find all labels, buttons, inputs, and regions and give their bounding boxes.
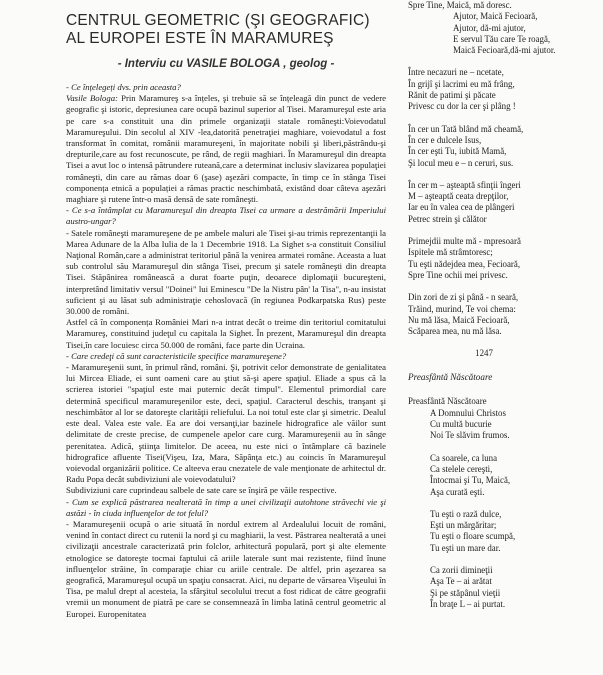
- poem-stanza: [408, 292, 600, 337]
- article-column: [66, 4, 386, 675]
- article-body: [66, 82, 386, 620]
- poem-line: Trăind, murind, Te voi chema:: [408, 303, 516, 314]
- poem-line: În grijî şi lacrimi eu mă frâng,: [408, 78, 515, 89]
- poem-line: Tu eşti un mare dar.: [430, 542, 501, 553]
- interview-answer: [66, 93, 386, 205]
- poem-line: Eşti un mărgăritar;: [430, 520, 497, 531]
- interview-answer: [66, 519, 386, 620]
- poem-line: Cu multă bucurie: [430, 419, 492, 430]
- article-subtitle: - Interviu cu VASILE BOLOGA , geolog -: [117, 58, 335, 70]
- poem-line: M – aşteaptă ceata drepţilor,: [408, 191, 509, 202]
- poem-line: Între necazuri ne – ncetate,: [408, 67, 504, 78]
- poem-line: Ca zorii dimineţii: [430, 564, 493, 575]
- poem-line: Întocmai şi Tu, Maică,: [430, 475, 511, 486]
- poem-line: Şi locul meu e – n ceruri, sus.: [408, 157, 514, 168]
- poem-line: Ca soarele, ca luna: [430, 452, 498, 463]
- poem-line: Rănit de patimi şi păcate: [408, 90, 496, 101]
- poem-line: Aşa Te – ai arătat: [430, 576, 492, 587]
- poem-line: Preasfântă Născătoare: [408, 396, 487, 407]
- poem-line: Noi Te slăvim frumos.: [430, 430, 510, 441]
- interview-question: - Cum se explică păstrarea nealterată în timp a unei civilizaţii autohtone străvechi vie şi astăzi - în ciuda influenţelor de tot felul?: [66, 496, 386, 518]
- poem-line: Iar eu în valea cea de plângeri: [408, 202, 515, 213]
- poem-line: Tu eşti nădejdea mea, Fecioară,: [408, 258, 521, 269]
- poem-stanza: [408, 565, 600, 610]
- poem-line: Scăparea mea, nu mă lăsa.: [408, 326, 502, 337]
- hymn-title: Preasfântă Născătoare: [408, 372, 493, 383]
- poem-stanza: [408, 509, 600, 554]
- poem-second: [408, 396, 600, 610]
- poem-line: Spre Tine, Maică, mă doresc.: [408, 0, 512, 10]
- poem-line: Ca stelele cereşti,: [430, 463, 493, 474]
- poem-stanza: [408, 124, 600, 169]
- poem-first: [408, 0, 600, 337]
- poem-line: Privesc cu dor la cer şi plâng !: [408, 101, 516, 112]
- poem-line: Din zori de zi şi până - n seară,: [408, 292, 519, 303]
- poem-stanza: [408, 180, 600, 225]
- poem-line: În cer eşti Tu, iubită Mamă,: [408, 146, 507, 157]
- poem-line: În cer m – aşteaptă sfinţii îngeri: [408, 179, 521, 190]
- answer-text: - Satele româneşti maramureşene de pe ambele maluri ale Tisei şi-au trimis reprezentanţii la Marea Adunare de la Alba Iulia de la 1 Decembrie 1918. La Sighet s-a constituit Consiliul Naţional Român,care a administrat teritoriul până la venirea armatei române. Aceasta a luat sub controlul său Maramureşul din stânga Tisei, precum şi satele româneşti din dreapta Tisei. Stăpânirea românească a durat foarte puţin, deoarece diplomaţii bucureşteni, interpretând limitativ versul "Doinei" lui Eminescu "De la Nistru pân' la Tisa", n-au insistat suficient şi au lăsat sub administraţie cehoslovacă (în regiunea Podkarpatska Rus) peste 30.000 de români.: [66, 227, 386, 317]
- poem-line: Şi pe stăpânul vieţii: [430, 587, 501, 598]
- poem-line: Primejdii multe mă - mpresoară: [408, 236, 521, 247]
- poem-stanza: [408, 67, 600, 112]
- hymn-number: 1247: [475, 348, 493, 359]
- poem-stanza: [408, 236, 600, 281]
- interview-question: - Care credeţi că sunt caracteristicile specifice maramureşene?: [66, 350, 287, 361]
- interview-answer: [66, 317, 386, 351]
- answer-text: Astfel că în componența României Mari n-a intrat decât o treime din teritoriul comitatului Maramureş, constituind judeţul cu capitala la Sighet. În prezent, Maramureşul din dreapta Tisei,în care locuiesc circa 50.000 de români, face parte din Ucraina.: [66, 317, 386, 350]
- interview-answer: [66, 485, 386, 496]
- interview-answer: [66, 228, 386, 318]
- poem-line: Aşa curată eşti.: [430, 486, 485, 497]
- poem-line: În cer un Tată blând mă cheamă,: [408, 123, 524, 134]
- poem-column: [408, 0, 600, 675]
- poem-line: Petrec strein şi călător: [408, 213, 487, 224]
- poem-line: A Domnului Christos: [430, 407, 506, 418]
- interview-question: - Ce s-a întâmplat cu Maramureşul din dreapta Tisei ca urmare a destrămării Imperiului austro-ungar?: [66, 205, 386, 227]
- poem-line: E servul Tău care Te roagă,: [453, 33, 551, 44]
- poem-line: Maică Fecioară,dă-mi ajutor.: [453, 45, 556, 56]
- answer-text: - Maramureşenii sunt, în primul rând, români. Şi, potrivit celor demonstrate de genialitatea lui Mircea Eliade, ei sunt oameni care au ştiut să-şi apere spaţiul. Eliade a spus că la scrierea istoriei "spaţiul este mai puternic decât timpul". Elementul primordial care determină specificul maramureşenilor este, deci, spaţiul. Caracterul deschis, tranşant şi neschimbător al lor se datoreşte clarităţii reliefului. La noi totul este clar şi simetric. Dealul este deal. Valea este vale. Ea are doi versanţi,iar bazinele hidrografice ale văilor sunt delimitate de creste precise, de cumpenele apelor care curg. Maramureşenii au în sânge perenitatea. Adică, ştiinţa limitelor. De aceea, nu este nici o întâmplare că bazinele hidrografice afluente Tisei(Vişeu, Iza, Mara, Săpânţa etc.) au coincis în Maramureşul voievodal organizării politice. Ce alteeva erau cnezatele de vale menţionate de arhitectul dr. Radu Popa decât subdiviziuni ale voievodatului?: [66, 362, 386, 485]
- poem-line: În braţe L – ai purtat.: [430, 598, 506, 609]
- poem-line: Ajutor, dă-mi ajutor,: [453, 22, 526, 33]
- answer-text: Subdiviziuni care cuprindeau salbele de sate care se înşiră pe văile respective.: [66, 485, 337, 496]
- article-title: CENTRUL GEOMETRIC (ŞI GEOGRAFIC) AL EUROPEI ESTE ÎN MARAMUREŞ: [66, 12, 370, 47]
- poem-line: Ajutor, Maică Fecioară,: [453, 11, 538, 22]
- poem-stanza: [408, 0, 600, 56]
- poem-stanza: [408, 396, 600, 441]
- interview-question: - Ce înțelegeți dvs. prin aceasta?: [66, 82, 181, 92]
- interview-answer: [66, 362, 386, 485]
- answer-text: Prin Maramureş s-a înțeles, şi trebuie să se înțeleagă din punct de vedere geografic şi istoric, depresiunea care ocupă bazinul superior al Tisei. Maramureşul este aria pe care s-a constituit una din primele organizaţii statale româneşti:Voievodatul Maramureşului. Din secolul al XIV -lea,datorită penetraţiei maghiare, voievodatul a fost transformat în comitat, românii maramureşeni, în majoritate nobili şi liberi,păstrându-şi drepturile,care au fost recunoscute, pe rând, de regii maghiari. În Maramureşul din dreapta Tisei a avut loc o intensă pătrundere ruteană,care a determinat inclusiv slavizarea populaţiei româneşti, din care au rămas doar 6 (şase) aşezări compacte, în timp ce în stânga Tisei componența etnică a populației a rămas practic neschimbată, existând doar câteva aşezări maghiare şi rutene într-o masă densă de sate româneşti.: [66, 93, 386, 205]
- speaker-name: Vasile Bologa:: [66, 93, 118, 104]
- poem-line: Ispitele mă strâmtoresc;: [408, 247, 493, 258]
- poem-line: Nu mă lăsa, Maică Fecioară,: [408, 314, 510, 325]
- poem-line: Tu eşti o floare scumpă,: [430, 531, 516, 542]
- poem-stanza: [408, 453, 600, 498]
- poem-line: În cer e dulcele Isus,: [408, 134, 482, 145]
- poem-line: Tu eşti o rază dulce,: [430, 508, 502, 519]
- answer-text: - Maramureşenii ocupă o arie situată în nordul extrem al Ardealului locuit de români, venind în contact direct cu rutenii la nord şi cu maghiarii, la vest. Păstrarea nealterată a unei civilizaţii ancestrale caracterizată prin folclor, arhitectură populară, port şi alte elemente etnologice se datoreşte tocmai faptului că ariile laterale sunt mai rezistente, fiind înune influenţelor străine, în comparaţie chiar cu ariile centrale. De altfel, prin aşezarea sa geografică, Maramureşul ocupă un spaţiu consacrat. Aici, nu departe de vărsarea Vişeului în Tisa, pe malul drept al acesteia, la sfârşitul secolului trecut a fost ridicat de către geografii vremii un monument de piatră pe care se consemnează în limba latină centrul geometric al Europei. Europenitatea: [66, 518, 386, 619]
- poem-line: Spre Tine ochii mei privesc.: [408, 269, 508, 280]
